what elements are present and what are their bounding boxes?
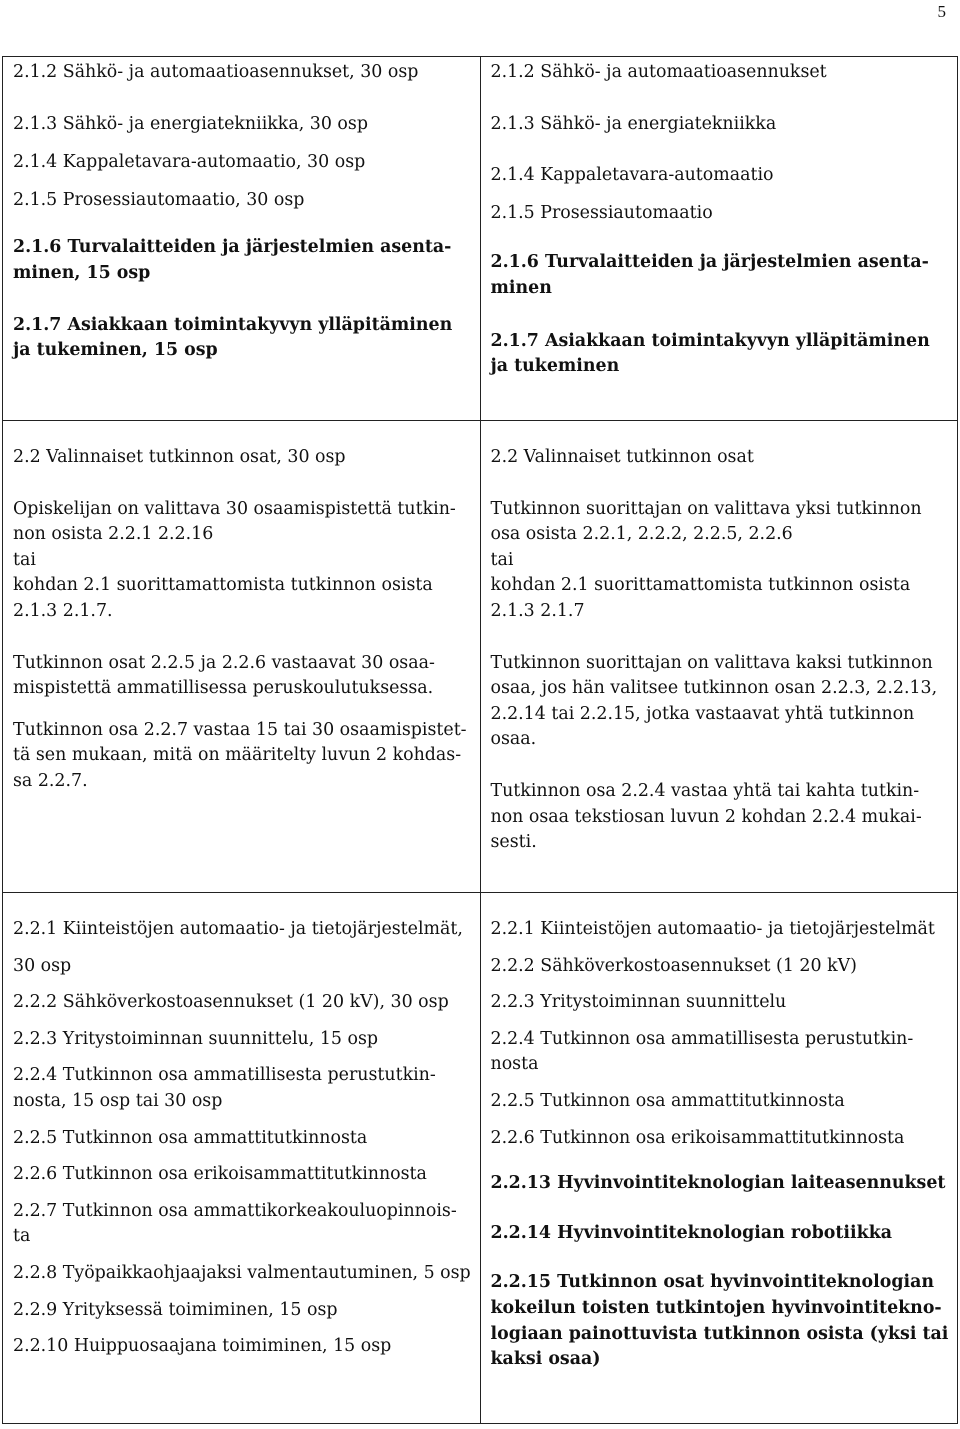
list-item: 2.2.6 Tutkinnon osa erikoisammattitutkinnosta [13, 1164, 427, 1185]
list-item: 2.2.10 Huippuosaajana toimiminen, 15 osp [13, 1336, 392, 1357]
table-row [3, 893, 958, 1424]
list-item: 2.2.1 Kiinteistöjen automaatio- ja tietojärjestelmät, [13, 919, 463, 939]
paragraph: kohdan 2.1 suorittamattomista tutkinnon osista 2.1.3 2.1.7 [490, 575, 911, 621]
list-item: 2.2.6 Tutkinnon osa erikoisammattitutkinnosta [490, 1127, 905, 1148]
paragraph: kohdan 2.1 suorittamattomista tutkinnon osista 2.1.3 2.1.7. [13, 575, 433, 621]
list-item: 2.2.7 Tutkinnon osa ammattikorkeakouluopinnois- ta [13, 1200, 457, 1247]
list-item: 2.2.5 Tutkinnon osa ammattitutkinnosta [490, 1090, 845, 1111]
list-item: 2.1.2 Sähkö- ja automaatioasennukset [490, 62, 827, 82]
list-item: 2.2.8 Työpaikkaohjaajaksi valmentautuminen, 5 osp [13, 1262, 471, 1283]
section-heading: 2.2 Valinnaiset tutkinnon osat, 30 osp [13, 447, 346, 467]
list-item: 2.1.4 Kappaletavara-automaatio [490, 165, 774, 186]
row3-right-cell [480, 893, 958, 1424]
section-heading: 2.2 Valinnaiset tutkinnon osat [490, 447, 754, 467]
row2-right-cell [480, 421, 958, 893]
list-item: 2.2.9 Yrityksessä toimiminen, 15 osp [13, 1299, 338, 1320]
list-item: 2.1.7 Asiakkaan toimintakyvyn ylläpitäminen ja tukeminen, 15 osp [13, 314, 453, 361]
list-item: 2.1.5 Prosessiautomaatio [490, 202, 713, 223]
paragraph-or: tai [490, 549, 514, 570]
paragraph: Tutkinnon suorittajan on valittava yksi tutkinnon osa osista 2.2.1, 2.2.2, 2.2.5, 2.2.6 [490, 498, 922, 545]
table-row [3, 421, 958, 893]
table-row [3, 57, 958, 421]
list-item: 2.1.6 Turvalaitteiden ja järjestelmien asenta- minen, 15 osp [13, 237, 452, 283]
list-item: 2.2.2 Sähköverkostoasennukset (1 20 kV), 30 osp [13, 992, 449, 1013]
list-item: 2.2.4 Tutkinnon osa ammatillisesta perustutkin- nosta, 15 osp tai 30 osp [13, 1065, 436, 1111]
paragraph: Opiskelijan on valittava 30 osaamispistettä tutkin- non osista 2.2.1 2.2.16 [13, 498, 456, 545]
list-item: 2.2.5 Tutkinnon osa ammattitutkinnosta [13, 1127, 368, 1148]
list-item: 2.1.2 Sähkö- ja automaatioasennukset, 30 osp [13, 62, 419, 82]
list-item: 30 osp [13, 955, 72, 976]
list-item: 2.2.15 Tutkinnon osat hyvinvointiteknologian kokeilun toisten tutkintojen hyvinvointitekno- logiaan painottuvista tutkinnon osista (yksi tai kaksi osaa) [490, 1272, 949, 1370]
list-item: 2.1.4 Kappaletavara-automaatio, 30 osp [13, 152, 366, 173]
list-item: 2.2.2 Sähköverkostoasennukset (1 20 kV) [490, 955, 857, 976]
list-item: 2.2.13 Hyvinvointiteknologian laiteasennukset [490, 1173, 946, 1194]
paragraph-or: tai [13, 549, 36, 570]
list-item: 2.1.3 Sähkö- ja energiatekniikka, 30 osp [13, 113, 368, 134]
row2-left-cell [3, 421, 481, 893]
list-item: 2.2.14 Hyvinvointiteknologian robotiikka [490, 1222, 893, 1243]
row1-right-cell [480, 57, 958, 421]
paragraph: Tutkinnon suorittajan on valittava kaksi tutkinnon osaa, jos hän valitsee tutkinnon osan 2.2.3, 2.2.13, 2.2.14 tai 2.2.15, jotka vastaavat yhtä tutkinnon osaa. [490, 652, 938, 750]
list-item: 2.1.6 Turvalaitteiden ja järjestelmien asenta- minen [490, 252, 929, 298]
list-item: 2.2.1 Kiinteistöjen automaatio- ja tietojärjestelmät [490, 919, 935, 939]
row3-left-cell [3, 893, 481, 1424]
list-item: 2.2.3 Yritystoiminnan suunnittelu, 15 osp [13, 1028, 378, 1049]
list-item: 2.1.5 Prosessiautomaatio, 30 osp [13, 189, 305, 210]
list-item: 2.1.3 Sähkö- ja energiatekniikka [490, 113, 777, 134]
list-item: 2.2.4 Tutkinnon osa ammatillisesta perustutkin- nosta [490, 1028, 914, 1075]
list-item: 2.1.7 Asiakkaan toimintakyvyn ylläpitäminen ja tukeminen [490, 330, 930, 377]
list-item: 2.2.3 Yritystoiminnan suunnittelu [490, 992, 787, 1013]
row1-left-cell [3, 57, 481, 421]
paragraph: Tutkinnon osa 2.2.7 vastaa 15 tai 30 osaamispistet- tä sen mukaan, mitä on määritelty luvun 2 kohdas- sa 2.2.7. [13, 719, 467, 791]
page-number: 5 [937, 2, 946, 21]
paragraph: Tutkinnon osa 2.2.4 vastaa yhtä tai kahta tutkin- non osaa tekstiosan luvun 2 kohdan 2.2.4 mukai- sesti. [490, 780, 922, 853]
paragraph: Tutkinnon osat 2.2.5 ja 2.2.6 vastaavat 30 osaa- mispistettä ammatillisessa peruskoulutuksessa. [13, 652, 435, 699]
comparison-table [2, 56, 958, 1424]
